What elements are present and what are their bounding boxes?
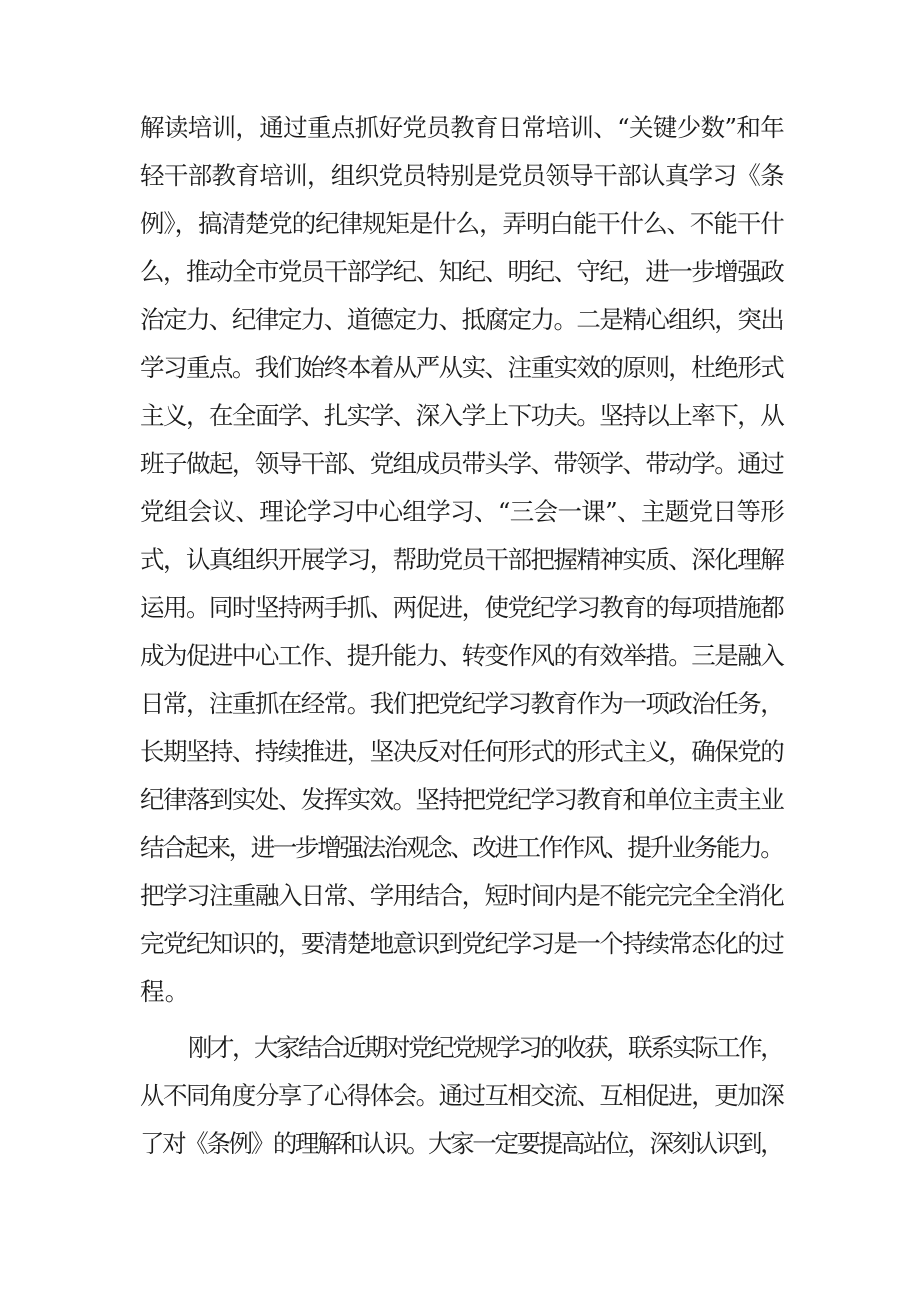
text-line: 从不同角度分享了心得体会。通过互相交流、互相促进，更加深	[140, 1081, 784, 1110]
text-line: 党组会议、理论学习中心组学习、“三会一课”、主题党日等形	[140, 497, 785, 526]
text-line: 运用。同时坚持两手抓、两促进，使党纪学习教育的每项措施都	[140, 593, 784, 622]
text-line: 式，认真组织开展学习，帮助党员干部把握精神实质、深化理解	[140, 545, 784, 574]
text-line: 解读培训，通过重点抓好党员教育日常培训、“关键少数”和年	[140, 113, 785, 142]
text-line: 例》，搞清楚党的纪律规矩是什么，弄明白能干什么、不能干什	[140, 209, 784, 238]
text-line: 完党纪知识的，要清楚地意识到党纪学习是一个持续常态化的过	[140, 929, 784, 958]
text-line: 了对《条例》的理解和认识。大家一定要提高站位，深刻认识到，	[140, 1129, 783, 1158]
text-line: 主义，在全面学、扎实学、深入学上下功夫。坚持以上率下，从	[140, 401, 784, 430]
text-line: 程。	[140, 977, 190, 1006]
text-line: 结合起来，进一步增强法治观念、改进工作作风、提升业务能力。	[140, 833, 783, 862]
text-line: 轻干部教育培训，组织党员特别是党员领导干部认真学习《条	[140, 161, 785, 190]
text-line: 治定力、纪律定力、道德定力、抵腐定力。二是精心组织，突出	[140, 305, 784, 334]
text-line: 长期坚持、持续推进，坚决反对任何形式的形式主义，确保党的	[140, 737, 784, 766]
text-line: 刚才，大家结合近期对党纪党规学习的收获，联系实际工作，	[188, 1033, 783, 1062]
text-line: 把学习注重融入日常、学用结合，短时间内是不能完完全全消化	[140, 881, 784, 910]
text-line: 么，推动全市党员干部学纪、知纪、明纪、守纪，进一步增强政	[140, 257, 784, 286]
text-line: 学习重点。我们始终本着从严从实、注重实效的原则，杜绝形式	[140, 353, 784, 382]
text-line: 纪律落到实处、发挥实效。坚持把党纪学习教育和单位主责主业	[140, 785, 784, 814]
text-line: 成为促进中心工作、提升能力、转变作风的有效举措。三是融入	[140, 641, 784, 670]
text-line: 班子做起，领导干部、党组成员带头学、带领学、带动学。通过	[140, 449, 784, 478]
text-line: 日常，注重抓在经常。我们把党纪学习教育作为一项政治任务，	[140, 689, 784, 718]
